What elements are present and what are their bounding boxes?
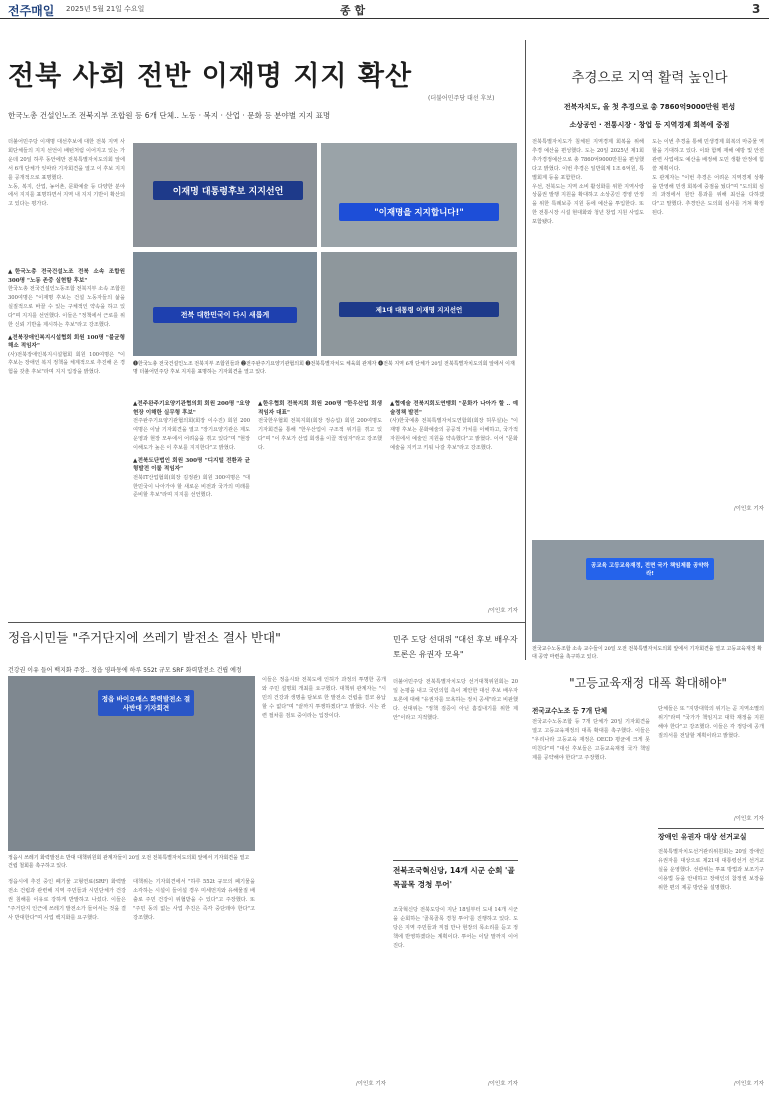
lead-s6-title: ▲협예술 전북지회도연맹회 "문화가 나아가 할 ‥ 예술정책 발전" (390, 401, 518, 416)
photo-banner: 이재명 대통령후보 지지선언 (153, 181, 303, 200)
bottom-mid-byline: /이인호 기자 (487, 1081, 518, 1087)
sidebar-col1 (532, 138, 644, 532)
bottom-right-subhead: 전국교수노조 등 7개 단체 (532, 707, 608, 715)
lead-tag: (더불어민주당 대선 후보) (428, 95, 495, 102)
lead-photo-1 (133, 143, 317, 247)
sidebar-text1: 전북특별자치도가 침체된 지역경제 회복을 위해 추경 예산을 편성했다. 도는 20일 2025년 제1회 추가경정예산으로 총 7860억9000만원을 편성했다고 밝혔다. 이번 추경은 일반회계 1조 6억원, 특별회계 등을 포함한다. (532, 139, 644, 181)
lead-s4-title: ▲전북도단법인 회원 300명 "디지털 전환과 균형발전 이룰 적임자" (133, 457, 250, 473)
lead-body-col3 (258, 400, 382, 604)
section-rule (8, 622, 525, 623)
bottom-mid-text1: 더불어민주당 전북특별자치도당 선거대책위원회는 20일 논평을 내고 국민의힘 측이 제안한 대선 후보 배우자 토론에 대해 "유권자를 모욕하는 정치 공세"라고 비판했다. 선대위는 "정책 검증이 아닌 흠집내기를 위한 제안"이라고 지적했다. (393, 679, 518, 721)
lead-byline: /이인호 기자 (487, 608, 518, 614)
photo-banner: 정읍 바이오매스 화력발전소 결사반대 기자회견 (98, 690, 194, 716)
photo-banner: 전북 대한민국이 다시 새롭게 (153, 307, 297, 323)
bottom-right-byline2: /이인호 기자 (733, 1081, 764, 1087)
bottom-left-col1 (8, 878, 126, 1088)
bottom-right-text3: 전북특별자치도선거관리위원회는 20일 장애인 유권자를 대상으로 제21대 대통령선거 선거교실을 운영했다. 선관위는 투표 방법과 보조기구 이용법 등을 안내하고 장애인의 참정권 보장을 위한 편의 제공 방안을 설명했다. (658, 849, 764, 891)
sidebar-photo (532, 540, 764, 642)
sidebar-col2 (652, 138, 764, 504)
bottom-right-col2 (658, 705, 764, 811)
bottom-left-photo-caption: 정읍시 쓰레기 화력발전소 반대 대책위원회 관계자들이 20일 오전 전북특별자치도의회 앞에서 기자회견을 열고 건립 철회를 촉구하고 있다. (8, 855, 250, 870)
bottom-mid-headline2: 전북조국혁신당, 14개 시군 순회 '골목골목 경청 투어' (393, 866, 515, 889)
lead-photo-4 (321, 252, 517, 356)
lead-s6-text: (사)한국예총 전북특별자치도연합회(회장 허무실)는 "이재명 후보는 문화예술의 공공적 가치를 이해하고, 국가적 자원에서 예술인 지원을 약속했다"고 밝혔다. 이어 "문화 예술을 지키고 키워 나갈 후보"라고 강조했다. (390, 418, 518, 451)
lead-s3-text: 전주완주기요양기관협의회(회장 이수진) 회원 200여명은 이날 기자회견을 열고 "장기요양기관은 제도 운영과 현장 모두에서 어려움을 겪고 있다"며 "현장 이해도가 높은 이 후보를 지지한다"고 밝혔다. (133, 418, 250, 451)
masthead-logo: 전주매일 (8, 4, 55, 18)
sidebar-deck: 전북자치도, 올 첫 추경으로 총 7860억9000만원 편성 (563, 103, 736, 111)
lead-s3-title: ▲전주완주기요양기관협의회 회원 200명 "요양 현장 이해한 실무형 후보" (133, 401, 250, 416)
bottom-right-col1 (532, 718, 650, 1078)
sidebar-text4: 도 관계자는 "이번 추경은 어려운 지역경제 상황을 반영해 민생 회복에 중점을 뒀다"며 "도의회 심의 과정에서 원안 통과를 위해 최선을 다하겠다"고 말했다. 추경안은 도의회 심사를 거쳐 확정된다. (652, 174, 764, 217)
bottom-mid-headline1: 민주 도당 선대위 "대선 후보 배우자 토론은 유권자 모욕" (393, 635, 518, 659)
column-divider (525, 40, 526, 660)
section-rule (393, 860, 518, 861)
bottom-right-byline: /이인호 기자 (733, 816, 764, 822)
bottom-left-text3: 이들은 정읍시와 전북도에 인허가 과정의 투명한 공개와 주민 설명회 개최를 요구했다. 대책위 관계자는 "시민의 건강과 생명을 담보로 한 발전소 건립을 결코 용납할 수 없다"며 "끝까지 투쟁하겠다"고 밝혔다. 시는 관련 절차를 검토 중이라는 입장이다. (262, 677, 386, 719)
bottom-right-text2: 단체들은 또 "지방대학의 위기는 곧 지역소멸의 위기"라며 "국가가 책임지고 대학 재정을 지원해야 한다"고 강조했다. 이들은 각 정당에 공개 질의서를 전달할 계획이라고 밝혔다. (658, 706, 764, 739)
sidebar-byline: /이인호 기자 (733, 506, 764, 512)
masthead-date: 2025년 5월 21일 수요일 (66, 5, 145, 13)
lead-photo-caption: ❶한국노총 전국건설인노조 전북지부 조합원들과 ❷전주완주기요양기관협의회 ❸전북특별자치도 체육회 관계자 ❹전북 지역 6개 단체가 20일 전북특별자치도의회 앞에서 이재명 더불어민주당 후보 지지를 표명하는 기자회견을 열고 있다. (133, 361, 515, 376)
photo-banner: "이재명을 지지합니다!" (339, 203, 499, 221)
lead-subhead: 한국노총 건설인노조 전북지부 조합원 등 6개 단체‥ 노동 · 복지 · 산업 · 문화 등 분야별 지지 표명 (8, 111, 331, 120)
bottom-left-col2 (133, 878, 255, 1088)
sidebar-deck2: 소상공인 · 전통시장 · 창업 등 지역경제 회복에 중점 (569, 121, 730, 129)
lead-s2-text: (사)전북장애인복지시설협회 회원 100여명은 "이 후보는 장애인 복지 정책을 체계적으로 추진해 온 경험을 갖춘 후보"라며 지지 입장을 밝혔다. (8, 351, 125, 376)
lead-body-col2 (133, 400, 250, 604)
bottom-right-headline: "고등교육재정 대폭 확대해야" (569, 676, 727, 690)
photo-banner: 제1대 대통령 이재명 지지선언 (339, 302, 499, 317)
lead-s2-title: ▲전북장애인복지시설협회 회원 100명 "불균형 해소 적임자" (8, 334, 125, 350)
bottom-right-headline2: 장애인 유권자 대상 선거교실 (658, 833, 747, 841)
bottom-left-byline: /이인호 기자 (355, 1081, 386, 1087)
photo-banner: 공교육 고등교육재정, 전면 국가 책임제를 공약하라! (586, 558, 714, 580)
lead-body-col4 (390, 400, 518, 604)
sidebar-text3: 도는 이번 추경을 통해 민생경제 회복의 마중물 역할을 기대하고 있다. 이와 함께 재해 예방 및 안전 관련 사업에도 예산을 배정해 도민 생활 안정에 힘쓸 계획이다. (652, 139, 764, 172)
bottom-left-text1: 정읍시에 추진 중인 폐기물 고형연료(SRF) 화력발전소 건립과 관련해 지역 주민들과 시민단체가 건강권 침해를 이유로 강하게 반발하고 나섰다. 이들은 "주거단지 인근에 쓰레기 발전소가 들어서는 것을 결사 반대한다"며 사업 백지화를 요구했다. (8, 879, 126, 921)
lead-intro-text: 더불어민주당 이재명 대선후보에 대한 전북 지역 사회단체들의 지지 선언이 배턴처럼 이어지고 있는 가운데 20일 하루 동안에만 전북특별자치도의회 앞에서 6개 단체가 잇따라 기자회견을 열고 이 후보 지지를 공개적으로 표명했다. (8, 139, 125, 181)
sidebar-photo-caption: 전국교수노동조합 소속 교수들이 20일 오전 전북특별자치도의회 앞에서 기자회견을 열고 고등교육재정 확대 공약 마련을 촉구하고 있다. (532, 646, 762, 661)
lead-body-col1 (8, 268, 125, 604)
lead-s5-text: 전국한우협회 전북지회(회장 정승섭) 회원 200여명도 기자회견을 통해 "한우산업이 구조적 위기를 겪고 있다"며 "이 후보가 산업 회생을 이끌 적임자"라고 강조했다. (258, 418, 382, 451)
lead-headline: 전북 사회 전반 이재명 지지 확산 (8, 61, 413, 92)
bottom-left-photo (8, 676, 255, 851)
section-label: 종 합 (340, 4, 366, 17)
lead-photo-3 (133, 252, 317, 356)
section-rule (658, 828, 764, 829)
lead-s5-title: ▲한우협회 전북지회 회원 200명 "한우산업 회생 적임자 대표" (258, 401, 382, 416)
bottom-right-text1: 전국교수노동조합 등 7개 단체가 20일 기자회견을 열고 고등교육재정의 대폭 확대를 촉구했다. 이들은 "우리나라 고등교육 재정은 OECD 평균에 크게 못 미친다"며 "대선 후보들은 고등교육재정 국가 책임제를 공약해야 한다"고 주장했다. (532, 719, 650, 761)
bottom-left-headline: 정읍시민들 "주거단지에 쓰레기 발전소 결사 반대" (8, 630, 281, 645)
bottom-mid-text2: 조국혁신당 전북도당이 지난 18일부터 도내 14개 시군을 순회하는 '골목골목 경청 투어'를 진행하고 있다. 도당은 지역 주민들과 직접 만나 현장의 목소리를 듣고 정책에 반영하겠다는 계획이다. 투어는 이달 말까지 이어진다. (393, 907, 518, 949)
lead-s4-text: 전북IT산업협회(회장 김정관) 회원 300여명은 "대한민국이 나아가야 할 새로운 비전과 국가의 미래를 준비할 후보"라며 지지를 선언했다. (133, 474, 250, 499)
sidebar-text2: 우선, 전북도는 지역 소비 활성화를 위한 지역사랑상품권 발행 지원을 확대하고 소상공인 경영 안정을 위한 특례보증 지원 등에 예산을 투입한다. 또한 전통시장 시설 현대화와 청년 창업 지원 사업도 포함됐다. (532, 183, 644, 226)
lead-intro-text2: 노동, 복지, 산업, 농어촌, 문화예술 등 다양한 분야에서 지지를 표명하면서 지역 내 지지 기반이 확산되고 있다는 평가다. (8, 183, 125, 208)
masthead (0, 0, 769, 19)
bottom-left-text2: 대책위는 기자회견에서 "하루 552t 규모의 폐기물을 소각하는 시설이 들어설 경우 미세먼지와 유해물질 배출로 주민 건강이 위협받을 수 있다"고 주장했다. 또 "주민 동의 없는 사업 추진은 즉각 중단돼야 한다"고 강조했다. (133, 879, 255, 921)
bottom-left-col3 (262, 676, 386, 1076)
lead-s1-text: 한국노총 전국건설인노동조합 전북지부 소속 조합원 300여명은 "이재명 후보는 건설 노동자들의 삶을 실질적으로 바꿀 수 있는 구체적인 약속을 하고 있다"며 지지를 선언했다. 이들은 "정책에서 근로를 위한 신뢰 기반을 제시하는 후보"라고 강조했다. (8, 286, 125, 328)
bottom-left-subhead: 건강권 이유 들어 백지화 주장‥ 정읍 영파동에 하루 552t 규모 SRF 화력발전소 건립 예정 (8, 667, 242, 674)
lead-intro (8, 138, 125, 263)
bottom-right-col3 (658, 848, 764, 1073)
lead-s1-title: ▲한국노총 전국건설노조 전북 소속 조합원 300명 "노동 존중 실현할 후보" (8, 269, 125, 284)
lead-photo-2 (321, 143, 517, 247)
sidebar-headline: 추경으로 지역 활력 높인다 (571, 70, 728, 86)
page-number: 3 (752, 2, 761, 16)
